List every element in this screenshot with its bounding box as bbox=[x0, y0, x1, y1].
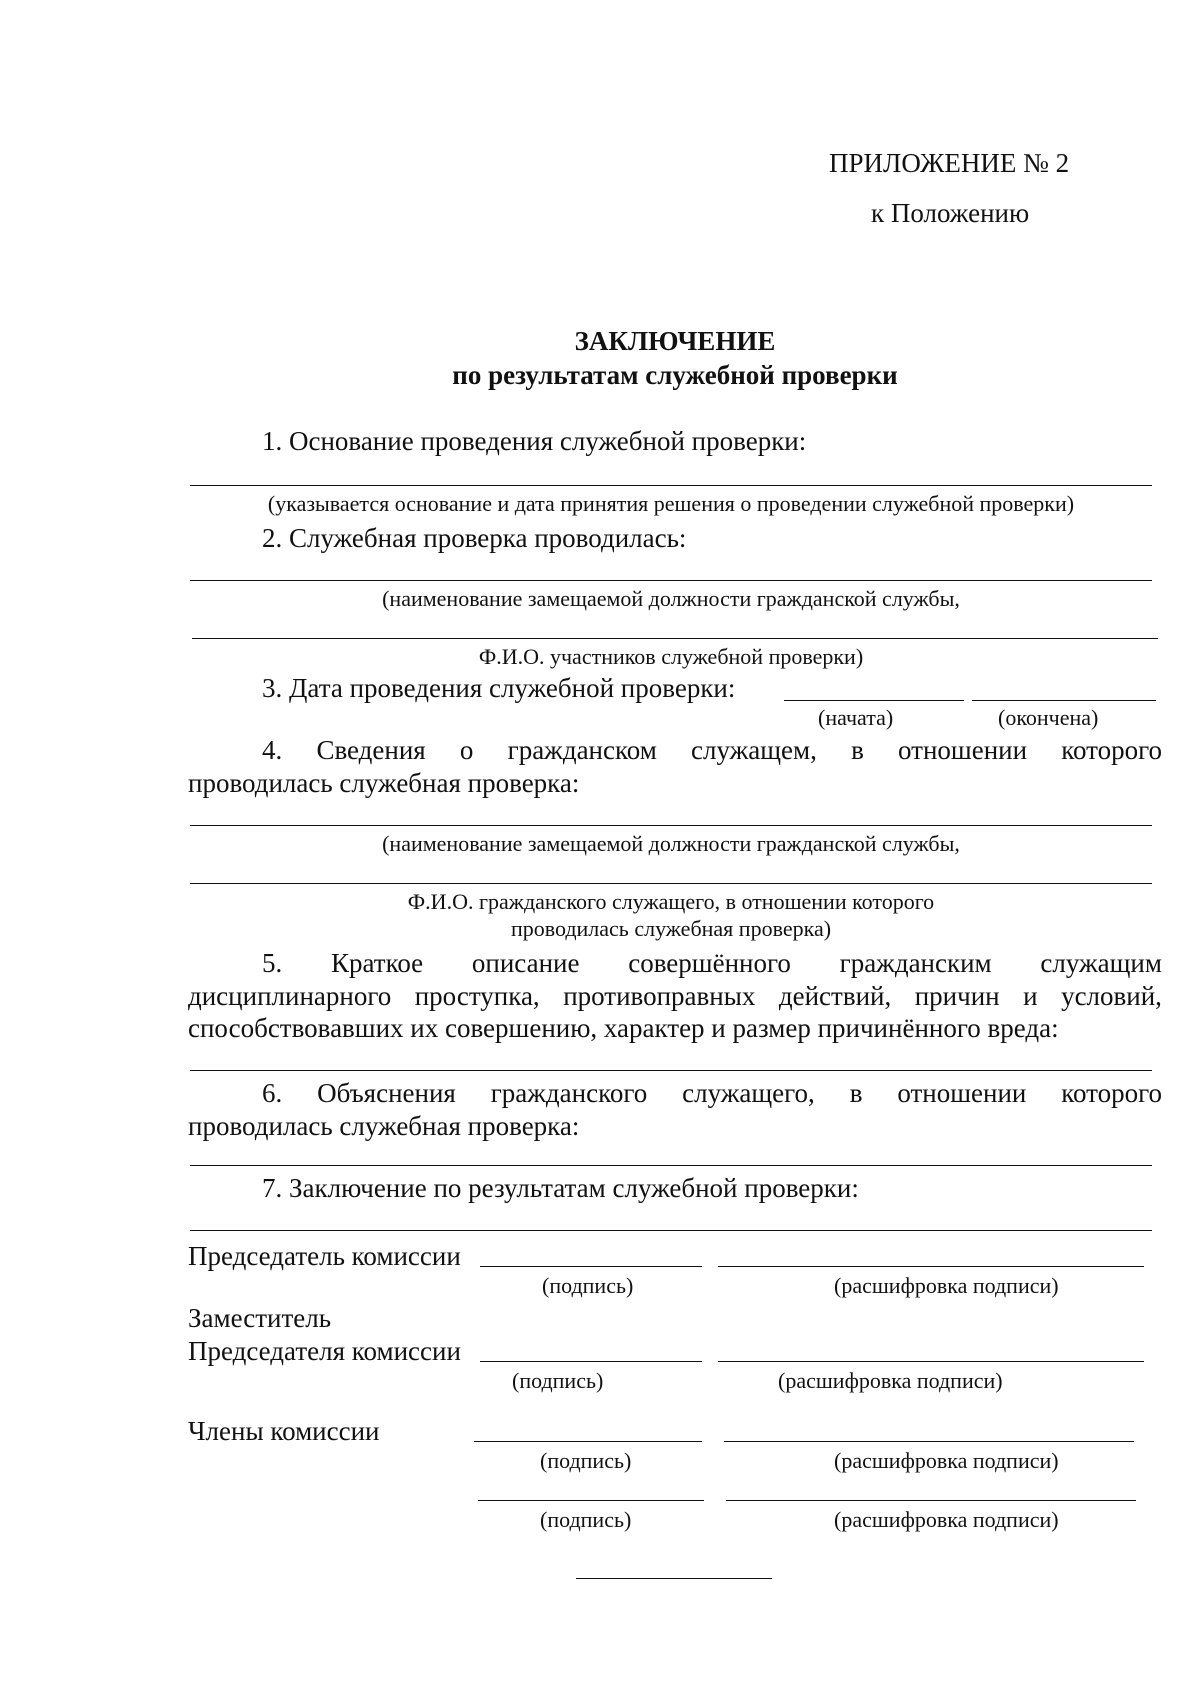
word: и bbox=[1023, 981, 1038, 1011]
word: в bbox=[851, 735, 864, 765]
section-4-fill-line-2[interactable] bbox=[190, 883, 1152, 884]
word: Объяснения bbox=[317, 1078, 456, 1108]
word: причин bbox=[914, 981, 1000, 1011]
word: о bbox=[459, 735, 474, 765]
word: гражданском bbox=[507, 735, 657, 765]
word: 5. bbox=[262, 948, 283, 978]
section-4-line-2: проводилась служебная проверка: bbox=[188, 768, 580, 798]
deputy-decoding-hint: (расшифровка подписи) bbox=[778, 1368, 1003, 1393]
date-finished-hint: (окончена) bbox=[998, 705, 1099, 730]
deputy-signature-line[interactable] bbox=[480, 1361, 702, 1362]
section-3-label: 3. Дата проведения служебной проверки: bbox=[262, 673, 736, 703]
section-1-label: 1. Основание проведения служебной проверки: bbox=[262, 426, 807, 456]
members-label: Члены комиссии bbox=[188, 1416, 380, 1446]
section-4-hint-2: Ф.И.О. гражданского служащего, в отношении которого bbox=[407, 889, 935, 914]
word: 4. bbox=[262, 735, 283, 765]
section-4-line-1 bbox=[262, 737, 1162, 764]
chairman-decoding-hint: (расшифровка подписи) bbox=[834, 1273, 1059, 1298]
word: которого bbox=[1061, 1078, 1162, 1108]
date-started-hint: (начата) bbox=[818, 705, 894, 730]
word: 6. bbox=[262, 1078, 283, 1108]
deputy-signature-hint: (подпись) bbox=[512, 1368, 604, 1393]
section-4-fill-line-1[interactable] bbox=[190, 825, 1152, 826]
member-1-signature-hint: (подпись) bbox=[540, 1448, 632, 1473]
section-2-hint-1: (наименование замещаемой должности гражданской службы, bbox=[382, 586, 960, 611]
word: служащем, bbox=[691, 735, 817, 765]
section-2-hint-2: Ф.И.О. участников служебной проверки) bbox=[478, 644, 864, 669]
word: противоправных bbox=[563, 981, 756, 1011]
section-2-label: 2. Служебная проверка проводилась: bbox=[262, 523, 687, 553]
date-finished-line[interactable] bbox=[972, 700, 1156, 701]
section-5-fill-line[interactable] bbox=[190, 1070, 1152, 1071]
section-6-fill-line[interactable] bbox=[190, 1165, 1152, 1166]
section-1-hint: (указывается основание и дата принятия решения о проведении служебной проверки) bbox=[267, 491, 1075, 516]
word: в bbox=[849, 1078, 863, 1108]
appendix-to-regulation: к Положению bbox=[871, 198, 1030, 228]
section-7-fill-line[interactable] bbox=[190, 1230, 1152, 1231]
chairman-decoding-line[interactable] bbox=[718, 1266, 1144, 1267]
document-title: ЗАКЛЮЧЕНИЕ bbox=[574, 326, 776, 356]
section-2-fill-line-2[interactable] bbox=[192, 638, 1158, 639]
section-7-label: 7. Заключение по результатам служебной проверки: bbox=[262, 1173, 859, 1203]
deputy-decoding-line[interactable] bbox=[718, 1361, 1144, 1362]
member-2-decoding-hint: (расшифровка подписи) bbox=[834, 1507, 1059, 1532]
member-2-decoding-line[interactable] bbox=[726, 1500, 1136, 1501]
date-started-line[interactable] bbox=[784, 700, 964, 701]
chairman-signature-hint: (подпись) bbox=[542, 1273, 634, 1298]
section-4-hint-3: проводилась служебная проверка) bbox=[510, 916, 832, 941]
section-1-fill-line[interactable] bbox=[190, 485, 1152, 486]
chairman-signature-line[interactable] bbox=[480, 1266, 702, 1267]
deputy-label-line-2: Председателя комиссии bbox=[188, 1336, 461, 1366]
word: Краткое bbox=[331, 948, 424, 978]
member-1-decoding-hint: (расшифровка подписи) bbox=[834, 1448, 1059, 1473]
word: совершённого bbox=[628, 948, 791, 978]
member-1-decoding-line[interactable] bbox=[724, 1441, 1134, 1442]
word: дисциплинарного bbox=[188, 981, 392, 1011]
word: отношении bbox=[898, 735, 1028, 765]
section-6-line-1 bbox=[262, 1080, 1162, 1107]
word: отношении bbox=[897, 1078, 1027, 1108]
member-1-signature-line[interactable] bbox=[474, 1441, 702, 1442]
section-6-line-2: проводилась служебная проверка: bbox=[188, 1111, 580, 1141]
member-2-signature-line[interactable] bbox=[478, 1500, 704, 1501]
closing-divider bbox=[576, 1578, 772, 1579]
section-5-line-3: способствовавших их совершению, характер и размер причинённого вреда: bbox=[188, 1013, 1059, 1043]
word: гражданского bbox=[490, 1078, 648, 1108]
word: проступка, bbox=[414, 981, 540, 1011]
appendix-number: ПРИЛОЖЕНИЕ № 2 bbox=[829, 148, 1070, 178]
section-4-hint-1: (наименование замещаемой должности гражданской службы, bbox=[382, 831, 960, 856]
section-5-line-2 bbox=[188, 983, 1162, 1010]
word: служащим bbox=[1040, 948, 1162, 978]
word: гражданским bbox=[839, 948, 992, 978]
word: служащего, bbox=[682, 1078, 815, 1108]
section-2-fill-line-1[interactable] bbox=[190, 580, 1152, 581]
section-5-line-1 bbox=[262, 950, 1162, 977]
document-subtitle: по результатам служебной проверки bbox=[452, 360, 898, 390]
member-2-signature-hint: (подпись) bbox=[540, 1507, 632, 1532]
word: Сведения bbox=[316, 735, 426, 765]
word: условий, bbox=[1061, 981, 1162, 1011]
word: действий, bbox=[778, 981, 892, 1011]
chairman-label: Председатель комиссии bbox=[188, 1241, 461, 1271]
deputy-label-line-1: Заместитель bbox=[188, 1303, 332, 1333]
word: описание bbox=[471, 948, 580, 978]
word: которого bbox=[1061, 735, 1162, 765]
